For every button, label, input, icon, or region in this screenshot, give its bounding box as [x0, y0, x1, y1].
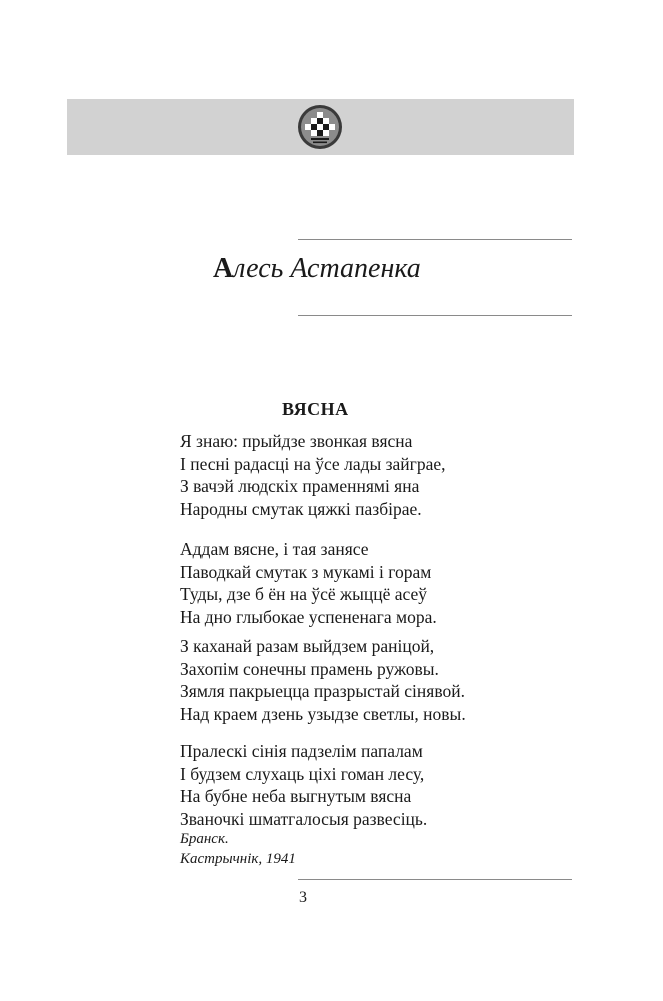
- stanza-1: [180, 430, 446, 520]
- author-rule-bottom: [298, 315, 572, 316]
- dateline: [180, 829, 296, 869]
- poem-place: Бранск.: [180, 831, 229, 847]
- poem-line: Захопім сонечны прамень ружовы.: [180, 658, 439, 679]
- poem-line: Над краем дзень узыдзе светлы, новы.: [180, 703, 466, 724]
- poem-line: На бубне неба выгнутым вясна: [180, 786, 412, 806]
- poem-line: Аддам вясне, і тая занясе: [180, 539, 369, 559]
- poem-line: Туды, дзе б ён на ўсё жыццё асеў: [180, 584, 427, 604]
- footer-rule: [298, 879, 572, 880]
- poem-line: І будзем слухаць ціхі гоман лесу,: [180, 763, 425, 784]
- poem-line: Зямля пакрыецца празрыстай сінявой.: [180, 681, 465, 701]
- poem-line: Я знаю: прыйдзе звонкая вясна: [180, 431, 413, 451]
- poem-line: І песні радасці на ўсе лады зайграе,: [180, 453, 446, 474]
- star-ornament-icon: [297, 104, 343, 150]
- poem-date: Кастрычнік, 1941: [180, 851, 296, 867]
- author-rule-top: [298, 239, 572, 240]
- stanza-4: [180, 740, 427, 830]
- poem-line: З каханай разам выйдзем раніцой,: [180, 636, 435, 656]
- poem-line: Пралескі сінія падзелім папалам: [180, 741, 423, 761]
- stanza-3: [180, 635, 466, 725]
- page-number: 3: [299, 889, 307, 906]
- poem-title: ВЯСНА: [282, 399, 349, 419]
- poem-line: Званочкі шматгалосыя развесіць.: [180, 808, 428, 829]
- poem-line: З вачэй людскіх праменнямі яна: [180, 476, 420, 496]
- poem-line: На дно глыбокае успененага мора.: [180, 606, 437, 627]
- author-name-rest: лесь Астапенка: [233, 253, 421, 284]
- author-name: [213, 253, 421, 285]
- poem-line: Паводкай смутак з мукамі і горам: [180, 561, 432, 582]
- poem-line: Народны смутак цяжкі пазбірае.: [180, 498, 422, 519]
- stanza-2: [180, 538, 437, 628]
- author-initial: А: [213, 253, 234, 284]
